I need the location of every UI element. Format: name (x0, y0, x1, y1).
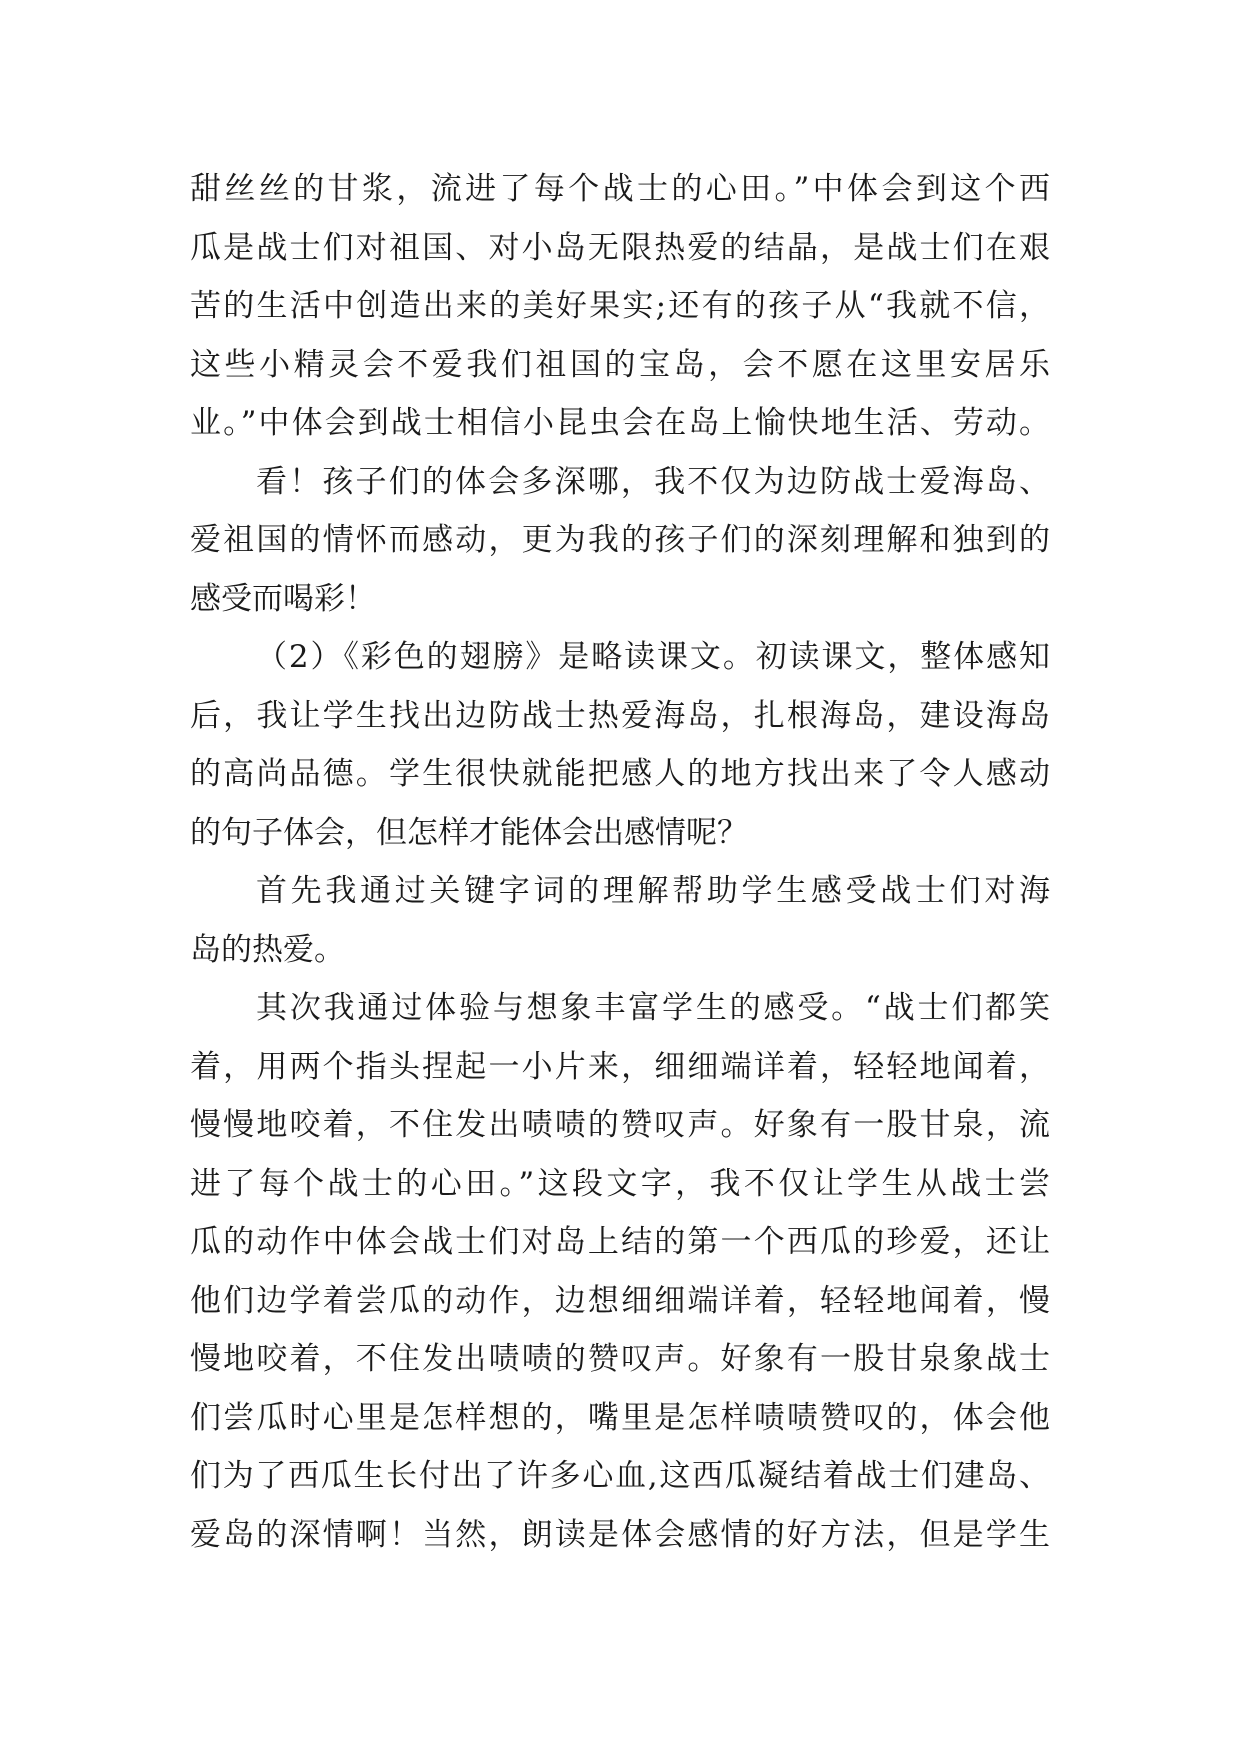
text-line: 的句子体会，但怎样才能体会出感情呢？ (190, 814, 748, 851)
text-line: 岛的热爱。 (190, 931, 345, 968)
text-line: 慢慢地咬着，不住发出啧啧的赞叹声。好象有一股甘泉，流 (190, 1107, 1050, 1143)
text-line: 们尝瓜时心里是怎样想的，嘴里是怎样啧啧赞叹的，体会他 (190, 1399, 1050, 1436)
text-line: 业。”中体会到战士相信小昆虫会在岛上愉快地生活、劳动。 (190, 405, 1050, 441)
text-line: 苦的生活中创造出来的美好果实;还有的孩子从“我就不信， (190, 288, 1050, 324)
text-line: 后，我让学生找出边防战士热爱海岛，扎根海岛，建设海岛 (190, 697, 1050, 734)
text-line: 他们边学着尝瓜的动作，边想细细端详着，轻轻地闻着，慢 (190, 1282, 1050, 1319)
text-line: 进了每个战士的心田。”这段文字，我不仅让学生从战士尝 (190, 1165, 1050, 1202)
text-line: 们为了西瓜生长付出了许多心血,这西瓜凝结着战士们建岛、 (190, 1458, 1050, 1494)
text-line: 甜丝丝的甘浆，流进了每个战士的心田。”中体会到这个西 (190, 171, 1050, 207)
text-line: 着，用两个指头捏起一小片来，细细端详着，轻轻地闻着， (190, 1048, 1050, 1085)
text-line: 首先我通过关键字词的理解帮助学生感受战士们对海 (256, 873, 1050, 909)
text-line: 瓜的动作中体会战士们对岛上结的第一个西瓜的珍爱，还让 (190, 1224, 1050, 1260)
body-text (190, 160, 1050, 1564)
text-line: 这些小精灵会不爱我们祖国的宝岛，会不愿在这里安居乐 (190, 346, 1050, 383)
text-line: 爱岛的深情啊！当然，朗读是体会感情的好方法，但是学生 (190, 1516, 1050, 1553)
text-line: 感受而喝彩！ (190, 580, 376, 617)
text-line: （2）《彩色的翅膀》是略读课文。初读课文，整体感知 (256, 639, 1050, 675)
text-line: 的高尚品德。学生很快就能把感人的地方找出来了令人感动 (190, 756, 1050, 792)
text-line: 慢地咬着，不住发出啧啧的赞叹声。好象有一股甘泉象战士 (190, 1341, 1050, 1377)
text-line: 爱祖国的情怀而感动，更为我的孩子们的深刻理解和独到的 (190, 522, 1050, 558)
text-line: 瓜是战士们对祖国、对小岛无限热爱的结晶，是战士们在艰 (190, 229, 1050, 266)
text-line: 其次我通过体验与想象丰富学生的感受。“战士们都笑 (256, 990, 1050, 1026)
text-line: 看！孩子们的体会多深哪，我不仅为边防战士爱海岛、 (256, 463, 1050, 500)
